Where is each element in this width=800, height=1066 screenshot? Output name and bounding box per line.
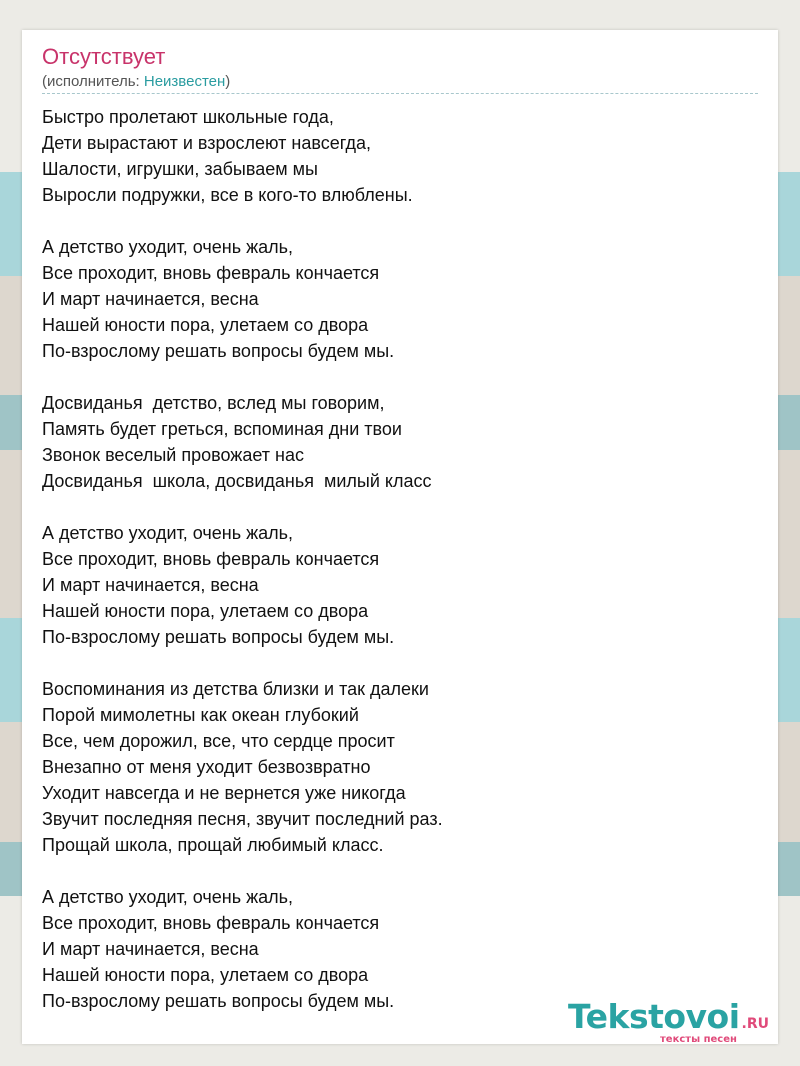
artist-link[interactable]: Неизвестен: [143, 73, 226, 90]
site-logo[interactable]: [568, 997, 770, 1036]
song-title: Отсутствует: [42, 44, 166, 69]
lyric-line: Все, чем дорожил, все, что сердце просит: [42, 731, 395, 751]
lyric-line: А детство уходит, очень жаль,: [42, 523, 294, 543]
logo-tld: .RU: [741, 1016, 770, 1032]
lyric-line: И март начинается, весна: [42, 575, 259, 595]
artist-suffix: ): [225, 73, 231, 90]
lyric-line: По-взрослому решать вопросы будем мы.: [42, 341, 395, 361]
lyric-line: Нашей юности пора, улетаем со двора: [42, 965, 369, 985]
lyric-line: Досвиданья школа, досвиданья милый класс: [42, 471, 432, 491]
lyric-line: Прощай школа, прощай любимый класс.: [42, 835, 384, 855]
lyrics-card: [22, 30, 778, 1044]
lyric-line: Досвиданья детство, вслед мы говорим,: [42, 393, 385, 413]
lyrics-text: [42, 104, 742, 1014]
artist-line: [42, 73, 230, 91]
artist-prefix: (исполнитель:: [42, 73, 144, 90]
stanza-gap: [42, 208, 742, 234]
lyric-line: И март начинается, весна: [42, 289, 259, 309]
lyric-line: Шалости, игрушки, забываем мы: [42, 159, 318, 179]
lyric-line: По-взрослому решать вопросы будем мы.: [42, 991, 395, 1011]
lyric-line: Нашей юности пора, улетаем со двора: [42, 315, 369, 335]
lyric-line: Все проходит, вновь февраль кончается: [42, 549, 380, 569]
stanza-gap: [42, 858, 742, 884]
lyric-line: Быстро пролетают школьные года,: [42, 107, 334, 127]
lyric-line: Звучит последняя песня, звучит последний раз.: [42, 809, 443, 829]
lyric-line: По-взрослому решать вопросы будем мы.: [42, 627, 395, 647]
lyric-line: Уходит навсегда и не вернется уже никогда: [42, 783, 406, 803]
lyric-line: А детство уходит, очень жаль,: [42, 887, 294, 907]
lyric-line: Воспоминания из детства близки и так далеки: [42, 679, 429, 699]
lyric-line: Все проходит, вновь февраль кончается: [42, 263, 380, 283]
lyric-line: Все проходит, вновь февраль кончается: [42, 913, 380, 933]
logo-tagline: тексты песен: [660, 1034, 737, 1045]
lyric-line: Память будет греться, вспоминая дни твои: [42, 419, 402, 439]
stanza-gap: [42, 364, 742, 390]
stanza-gap: [42, 650, 742, 676]
lyric-line: Звонок веселый провожает нас: [42, 445, 304, 465]
stanza-gap: [42, 494, 742, 520]
lyric-line: Нашей юности пора, улетаем со двора: [42, 601, 369, 621]
logo-main-text: Tekstovoi: [568, 997, 740, 1036]
lyric-line: Порой мимолетны как океан глубокий: [42, 705, 359, 725]
lyric-line: Внезапно от меня уходит безвозвратно: [42, 757, 371, 777]
lyric-line: И март начинается, весна: [42, 939, 259, 959]
lyric-line: Дети вырастают и взрослеют навсегда,: [42, 133, 371, 153]
lyric-line: Выросли подружки, все в кого-то влюблены.: [42, 185, 413, 205]
divider: [42, 93, 758, 94]
lyric-line: А детство уходит, очень жаль,: [42, 237, 294, 257]
